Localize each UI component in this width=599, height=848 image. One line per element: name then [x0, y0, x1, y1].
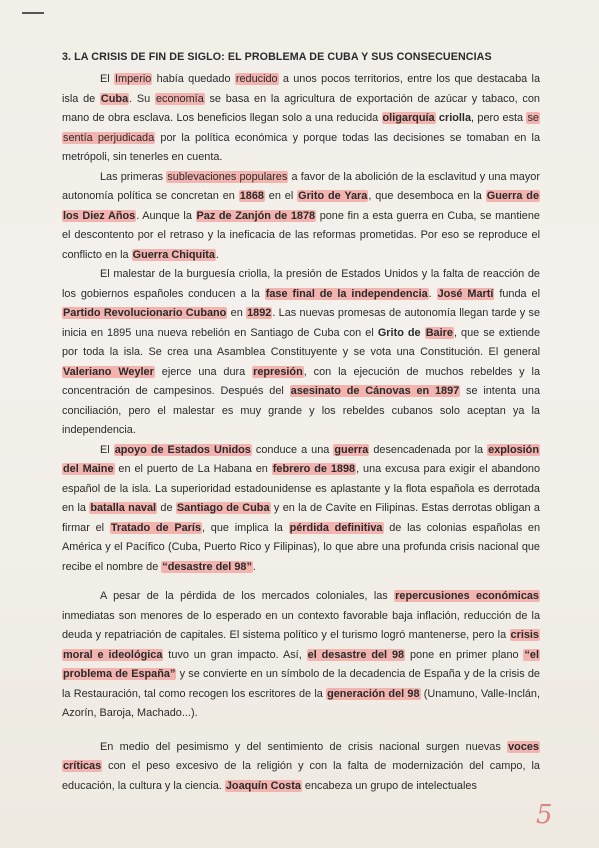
paragraph: Las primeras sublevaciones populares a favor de la abolición de la esclavitud y una mayor autonomía política se concretan en 1868 en el Grito de Yara, que desemboca en la Guerra de los Diez Años. Aunque la Paz de Zanjón de 1878 pone fin a esta guerra en Cuba, se mantiene el descontento por el retraso y la ineficacia de las reformas prometidas. Por eso se reproduce el conflicto en la Guerra Chiquita. — [62, 170, 540, 261]
highlighted-term: crisis moral e ideológica — [63, 629, 539, 661]
highlighted-term: economía — [155, 92, 204, 105]
paragraph: A pesar de la pérdida de los mercados coloniales, las repercusiones económicas inmediatas son menores de lo esperado en un contexto favorable baja inflación, reducción de la deuda y repatriación de capitales. El sistema político y el turismo logró mantenerse, pero la crisis moral e ideológica tuvo un gran impacto. Así, el desastre del 98 pone en primer plano “el problema de España” y se convierte en un símbolo de la decadencia de España y de la crisis de la Restauración, tal como recogen los escritores de la generación del 98 (Unamuno, Valle-Inclán, Azorín, Baroja, Machado...). — [62, 590, 540, 719]
highlighted-term: José Martí — [437, 287, 494, 300]
highlighted-term: 1868 — [239, 190, 264, 202]
highlighted-term: Paz de Zanjón de 1878 — [196, 209, 316, 222]
highlighted-term: asesinato de Cánovas en 1897 — [290, 385, 460, 397]
highlighted-term: Partido Revolucionario Cubano — [63, 307, 227, 319]
paragraph: El Imperio había quedado reducido a unos pocos territorios, entre los que destacaba la isla de Cuba. Su economía se basa en la agricultura de exportación de azúcar y tabaco, con mano de obra esclava. Los beneficios llegan solo a una reducida oligarquía criolla, pero esta se sentía perjudicada por la política económica y porque todas las decisiones se tomaban en la metrópoli, sin tenerles en cuenta. — [62, 73, 540, 163]
paragraphs-container — [62, 70, 540, 796]
highlighted-term: explosión del Maine — [63, 443, 539, 475]
highlighted-term: batalla naval — [90, 502, 157, 514]
highlighted-term: Imperio — [114, 73, 152, 85]
highlighted-term: Guerra de los Diez Años — [63, 190, 540, 222]
highlighted-term: Guerra Chiquita — [132, 248, 215, 261]
highlighted-term: Joaquín Costa — [225, 779, 301, 792]
highlighted-term: se sentía perjudicada — [63, 112, 539, 144]
highlighted-term: Valeriano Weyler — [63, 365, 154, 378]
page-number: 5 — [536, 800, 553, 830]
highlighted-term: pérdida definitiva — [289, 521, 383, 534]
document-body — [62, 48, 540, 796]
highlighted-term: reducido — [235, 73, 278, 85]
highlighted-term: fase final de la independencia — [265, 287, 428, 300]
highlighted-term: sublevaciones populares — [167, 170, 288, 183]
highlighted-term: el desastre del 98 — [307, 648, 405, 661]
highlighted-term: febrero de 1898 — [272, 463, 356, 475]
highlighted-term: Baire — [425, 326, 453, 339]
highlighted-term: generación del 98 — [327, 687, 420, 700]
paragraph: En medio del pesimismo y del sentimiento de crisis nacional surgen nuevas voces críticas con el peso excesivo de la religión y con la falta de modernización del campo, la educación, la cultura y la ciencia. Joaquín Costa encabeza un grupo de intelectuales — [62, 740, 540, 792]
highlighted-term: guerra — [334, 443, 369, 456]
corner-dash-mark — [22, 12, 44, 14]
highlighted-term: apoyo de Estados Unidos — [114, 443, 251, 456]
paragraph: El malestar de la burguesía criolla, la presión de Estados Unidos y la falta de reacción de los gobiernos españoles conducen a la fase final de la independencia. José Martí funda el Partido Revolucionario Cubano en 1892. Las nuevas promesas de autonomía llegan tarde y se inicia en 1895 una nueva rebelión en Santiago de Cuba con el Grito de Baire, que se extiende por toda la isla. Se crea una Asamblea Constituyente y se vota una Constitución. El general Valeriano Weyler ejerce una dura represión, con la ejecución de muchos rebeldes y la concentración de campesinos. Después del asesinato de Cánovas en 1897 se intenta una conciliación, pero el malestar es muy grande y los rebeldes cubanos solo aceptan ya la independencia. — [62, 268, 541, 436]
highlighted-term: voces críticas — [63, 740, 539, 772]
highlighted-term: represión — [253, 365, 303, 378]
paragraph: El apoyo de Estados Unidos conduce a una guerra desencadenada por la explosión del Maine en el puerto de La Habana en febrero de 1898, una excusa para exigir el abandono español de la isla. La superioridad estadounidense es aplastante y la flota española es derrotada en la batalla naval de Santiago de Cuba y en la de Cavite en Filipinas. Estas derrotas obligan a firmar el Tratado de París, que implica la pérdida definitiva de las colonias españolas en América y el Pacífico (Cuba, Puerto Rico y Filipinas), lo que abre una profunda crisis nacional que recibe el nombre de “desastre del 98”. — [62, 443, 541, 573]
section-title: 3. LA CRISIS DE FIN DE SIGLO: EL PROBLEMA DE CUBA Y SUS CONSECUENCIAS — [62, 51, 492, 63]
highlighted-term: Grito de Yara — [298, 190, 368, 202]
highlighted-term: repercusiones económicas — [395, 590, 539, 602]
highlighted-term: “desastre del 98” — [162, 560, 252, 573]
bold-term: criolla — [438, 112, 472, 124]
bold-term: Grito de — [377, 326, 425, 339]
highlighted-term: Santiago de Cuba — [176, 502, 270, 514]
highlighted-term: oligarquía — [382, 112, 435, 124]
highlighted-term: “el problema de España” — [63, 648, 539, 680]
highlighted-term: Tratado de París — [110, 521, 202, 534]
highlighted-term: 1892 — [247, 307, 272, 319]
highlighted-term: Cuba — [100, 92, 129, 105]
